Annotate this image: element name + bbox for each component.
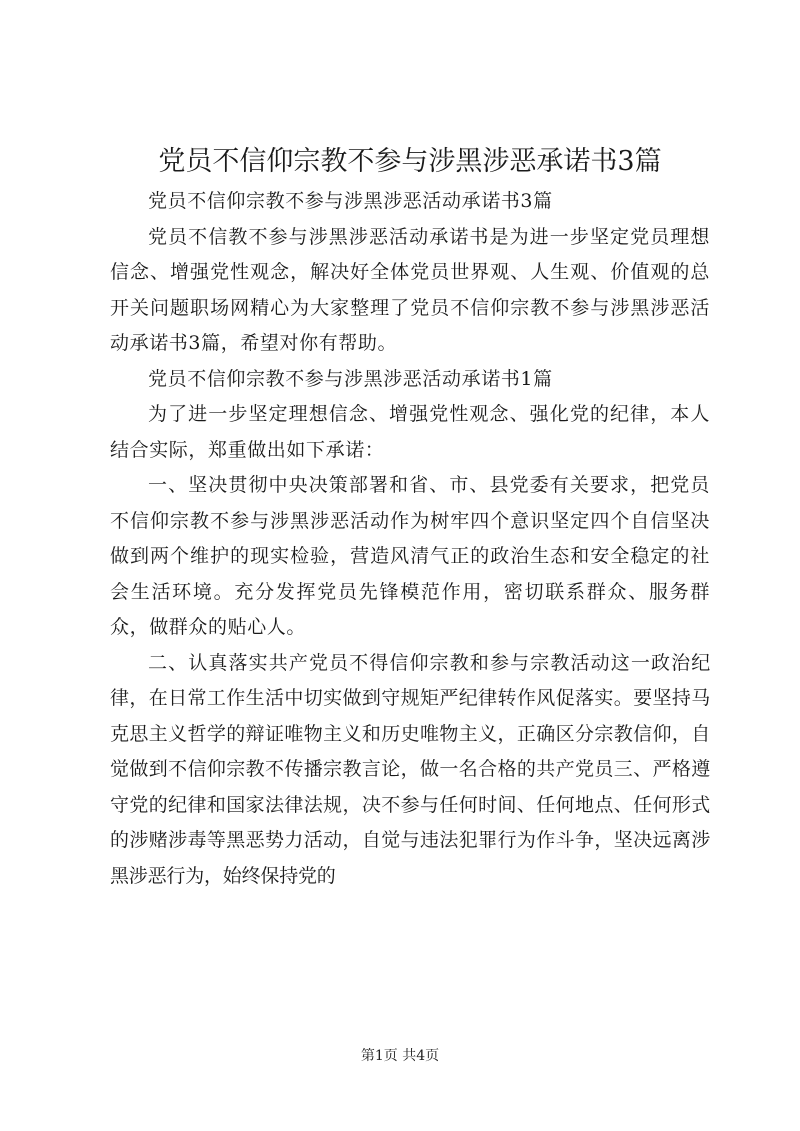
pledge-intro-paragraph: 为了进一步坚定理想信念、增强党性观念、强化党的纪律，本人结合实际，郑重做出如下承诺： — [110, 403, 710, 461]
page-footer: 第1页 共4页 — [360, 1048, 440, 1064]
intro-paragraph: 党员不信教不参与涉黑涉恶活动承诺书是为进一步坚定党员理想信念、增强党性观念，解决好全体党员世界观、人生观、价值观的总开关问题职场网精心为大家整理了党员不信仰宗教不参与涉黑涉恶活动承诺书3篇，希望对你有帮助。 — [110, 225, 710, 354]
document-title: 党员不信仰宗教不参与涉黑涉恶承诺书3篇 — [158, 146, 662, 177]
subtitle-paragraph: 党员不信仰宗教不参与涉黑涉恶活动承诺书3篇 — [148, 190, 553, 212]
pledge-item-1-paragraph: 一、坚决贯彻中央决策部署和省、市、县党委有关要求，把党员不信仰宗教不参与涉黑涉恶活动作为树牢四个意识坚定四个自信坚决做到两个维护的现实检验，营造风清气正的政治生态和安全稳定的社会生活环境。充分发挥党员先锋模范作用，密切联系群众、服务群众，做群众的贴心人。 — [110, 474, 710, 638]
document-page — [110, 140, 710, 894]
section-heading-paragraph: 党员不信仰宗教不参与涉黑涉恶活动承诺书1篇 — [148, 367, 553, 390]
pledge-item-2-paragraph: 二、认真落实共产党员不得信仰宗教和参与宗教活动这一政治纪律，在日常工作生活中切实做到守规矩严纪律转作风促落实。要坚持马克思主义哲学的辩证唯物主义和历史唯物主义，正确区分宗教信仰，自觉做到不信仰宗教不传播宗教言论，做一名合格的共产党员三、严格遵守党的纪律和国家法律法规，决不参与任何时间、任何地点、任何形式的涉赌涉毒等黑恶势力活动，自觉与违法犯罪行为作斗争，坚决远离涉黑涉恶行为，始终保持党的 — [110, 651, 710, 887]
